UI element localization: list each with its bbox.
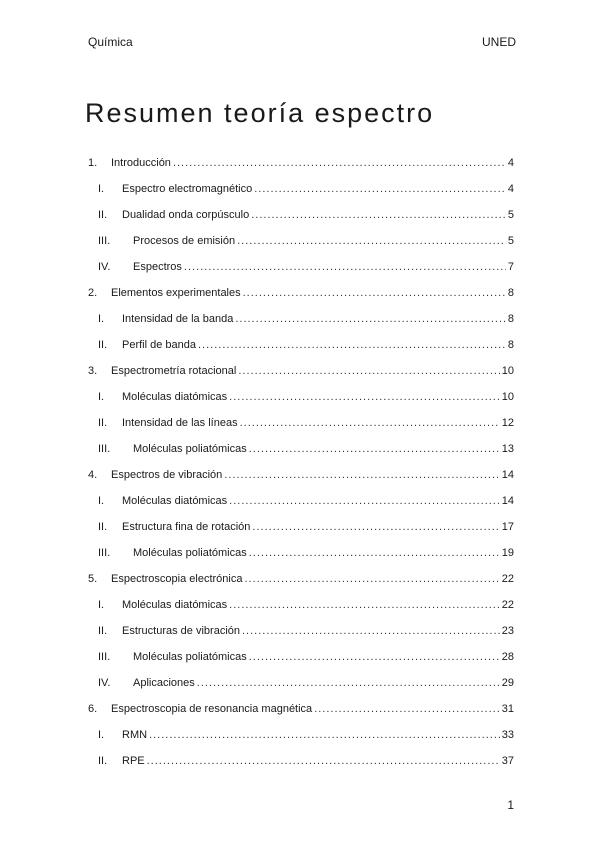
toc-page: 8 <box>507 287 514 299</box>
toc-page: 17 <box>501 521 514 533</box>
toc-page: 22 <box>501 573 514 585</box>
toc-label: Moléculas diatómicas <box>122 391 228 403</box>
toc-leader <box>229 495 500 507</box>
toc-leader <box>244 573 499 585</box>
toc-entry[interactable] <box>88 566 514 592</box>
toc-leader <box>249 651 500 663</box>
toc-number: 6. <box>88 703 98 715</box>
toc-leader <box>147 755 500 767</box>
toc-page: 13 <box>501 443 514 455</box>
toc-label: Moléculas poliatómicas <box>133 547 247 559</box>
toc-label: Introducción <box>111 157 171 169</box>
toc-label: Dualidad onda corpúsculo <box>122 209 250 221</box>
toc-entry[interactable] <box>88 514 514 540</box>
toc-entry[interactable] <box>88 202 514 228</box>
toc-page: 8 <box>507 339 514 351</box>
toc-label: Perfil de banda <box>122 339 196 351</box>
toc-label: Moléculas poliatómicas <box>133 443 247 455</box>
toc-leader <box>173 157 506 169</box>
toc-number: I. <box>98 599 105 611</box>
toc-entry[interactable] <box>88 358 514 384</box>
toc-label: Espectrometría rotacional <box>111 365 237 377</box>
toc-number: 3. <box>88 365 98 377</box>
toc-label: Moléculas diatómicas <box>122 495 228 507</box>
document-title: Resumen teoría espectro <box>85 98 435 128</box>
toc-entry[interactable] <box>88 722 514 748</box>
toc-leader <box>229 391 500 403</box>
toc-page: 31 <box>501 703 514 715</box>
toc-entry[interactable] <box>88 332 514 358</box>
toc-number: III. <box>98 443 111 455</box>
toc-page: 37 <box>501 755 514 767</box>
toc-number: I. <box>98 183 105 195</box>
toc-label: Espectro electromagnético <box>122 183 253 195</box>
toc-number: III. <box>98 235 111 247</box>
toc-page: 33 <box>501 729 514 741</box>
toc-number: 1. <box>88 157 98 169</box>
toc-number: I. <box>98 391 105 403</box>
toc-entry[interactable] <box>88 384 514 410</box>
toc-entry[interactable] <box>88 228 514 254</box>
toc-page: 14 <box>501 495 514 507</box>
toc-page: 23 <box>501 625 514 637</box>
toc-number: II. <box>98 417 108 429</box>
toc-leader <box>254 183 506 195</box>
toc-page: 7 <box>507 261 514 273</box>
toc-leader <box>224 469 499 481</box>
toc-number: 5. <box>88 573 98 585</box>
toc-page: 4 <box>507 183 514 195</box>
toc-label: Estructuras de vibración <box>122 625 240 637</box>
toc-number: II. <box>98 209 108 221</box>
toc-label: Moléculas diatómicas <box>122 599 228 611</box>
toc-number: IV. <box>98 261 111 273</box>
toc-entry[interactable] <box>88 644 514 670</box>
toc-label: Elementos experimentales <box>111 287 241 299</box>
toc-number: III. <box>98 547 111 559</box>
toc-number: I. <box>98 313 105 325</box>
toc-number: I. <box>98 729 105 741</box>
toc-leader <box>238 365 499 377</box>
toc-number: II. <box>98 521 108 533</box>
toc-entry[interactable] <box>88 748 514 774</box>
toc-leader <box>237 235 506 247</box>
toc-number: II. <box>98 755 108 767</box>
toc-number: 2. <box>88 287 98 299</box>
toc-page: 12 <box>501 417 514 429</box>
toc-label: Intensidad de la banda <box>122 313 234 325</box>
toc-label: Espectroscopia de resonancia magnética <box>111 703 313 715</box>
toc-leader <box>242 625 500 637</box>
toc-entry[interactable] <box>88 176 514 202</box>
toc-leader <box>249 443 500 455</box>
toc-number: 4. <box>88 469 98 481</box>
toc-label: Espectros <box>133 261 182 273</box>
toc-entry[interactable] <box>88 618 514 644</box>
toc-page: 14 <box>501 469 514 481</box>
header-subject: Química <box>88 35 133 49</box>
table-of-contents <box>88 150 514 774</box>
toc-label: Estructura fina de rotación <box>122 521 251 533</box>
toc-leader <box>198 339 506 351</box>
header-institution: UNED <box>481 35 516 49</box>
toc-label: RMN <box>122 729 148 741</box>
toc-leader <box>252 521 499 533</box>
toc-leader <box>235 313 506 325</box>
toc-leader <box>249 547 500 559</box>
toc-page: 22 <box>501 599 514 611</box>
toc-leader <box>240 417 500 429</box>
toc-page: 19 <box>501 547 514 559</box>
toc-page: 5 <box>507 235 514 247</box>
toc-leader <box>229 599 500 611</box>
toc-entry[interactable] <box>88 254 514 280</box>
toc-leader <box>314 703 500 715</box>
toc-leader <box>197 677 500 689</box>
page-number: 1 <box>507 798 514 812</box>
toc-number: II. <box>98 625 108 637</box>
toc-label: RPE <box>122 755 145 767</box>
toc-label: Procesos de emisión <box>133 235 236 247</box>
toc-number: II. <box>98 339 108 351</box>
toc-label: Espectroscopia electrónica <box>111 573 243 585</box>
toc-page: 28 <box>501 651 514 663</box>
toc-entry[interactable] <box>88 592 514 618</box>
toc-label: Moléculas poliatómicas <box>133 651 247 663</box>
toc-page: 10 <box>501 365 514 377</box>
toc-page: 4 <box>507 157 514 169</box>
toc-entry[interactable] <box>88 696 514 722</box>
toc-leader <box>243 287 506 299</box>
toc-number: IV. <box>98 677 111 689</box>
toc-page: 5 <box>507 209 514 221</box>
toc-leader <box>184 261 506 273</box>
toc-entry[interactable] <box>88 670 514 696</box>
toc-entry[interactable] <box>88 410 514 436</box>
toc-entry[interactable] <box>88 306 514 332</box>
toc-entry[interactable] <box>88 280 514 306</box>
toc-number: I. <box>98 495 105 507</box>
toc-label: Intensidad de las líneas <box>122 417 238 429</box>
toc-entry[interactable] <box>88 488 514 514</box>
toc-leader <box>149 729 500 741</box>
toc-entry[interactable] <box>88 436 514 462</box>
toc-page: 29 <box>501 677 514 689</box>
toc-number: III. <box>98 651 111 663</box>
toc-label: Espectros de vibración <box>111 469 223 481</box>
toc-entry[interactable] <box>88 462 514 488</box>
toc-page: 8 <box>507 313 514 325</box>
toc-leader <box>251 209 506 221</box>
toc-page: 10 <box>501 391 514 403</box>
toc-entry[interactable] <box>88 540 514 566</box>
toc-entry[interactable] <box>88 150 514 176</box>
toc-label: Aplicaciones <box>133 677 195 689</box>
